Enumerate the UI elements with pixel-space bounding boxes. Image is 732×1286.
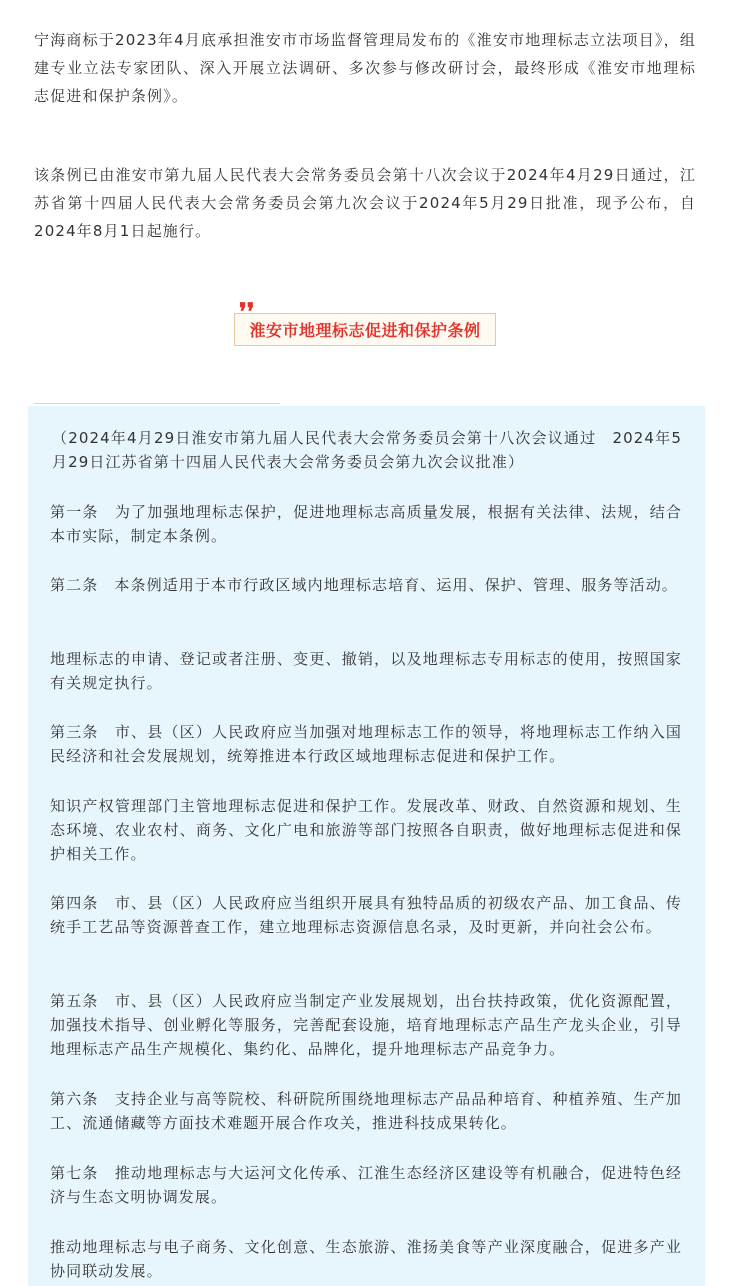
law-article-4: 第四条 市、县（区）人民政府应当组织开展具有独特品质的初级农产品、加工食品、传统手工艺品等资源普查工作，建立地理标志资源信息名录，及时更新，并向社会公布。 [50, 894, 682, 936]
section-title: 淮安市地理标志促进和保护条例 [249, 321, 481, 340]
law-article-1: 第一条 为了加强地理标志保护，促进地理标志高质量发展，根据有关法律、法规，结合本市实际，制定本条例。 [50, 503, 682, 545]
intro-paragraph-1: 宁海商标于2023年4月底承担淮安市市场监督管理局发布的《淮安市地理标志立法项目》，组建专业立法专家团队、深入开展立法调研、多次参与修改研讨会，最终形成《淮安市地理标志促进和保护条例》。 [34, 31, 696, 105]
law-article-3-para-2: 知识产权管理部门主管地理标志促进和保护工作。发展改革、财政、自然资源和规划、生态环境、农业农村、商务、文化广电和旅游等部门按照各自职责，做好地理标志促进和保护相关工作。 [50, 797, 682, 863]
law-article-6: 第六条 支持企业与高等院校、科研院所围绕地理标志产品品种培育、种植养殖、生产加工、流通储藏等方面技术难题开展合作攻关，推进科技成果转化。 [50, 1090, 682, 1132]
law-article-2: 第二条 本条例适用于本市行政区域内地理标志培育、运用、保护、管理、服务等活动。 [50, 576, 678, 594]
intro-paragraph-2: 该条例已由淮安市第九届人民代表大会常务委员会第十八次会议于2024年4月29日通过，江苏省第十四届人民代表大会常务委员会第九次会议于2024年5月29日批准，现予公布，自2024年8月1日起施行。 [34, 166, 696, 240]
law-article-7: 第七条 推动地理标志与大运河文化传承、江淮生态经济区建设等有机融合，促进特色经济与生态文明协调发展。 [50, 1164, 682, 1206]
divider [34, 403, 280, 404]
quote-mark-icon: ❜❜ [239, 297, 255, 326]
law-article-5: 第五条 市、县（区）人民政府应当制定产业发展规划，出台扶持政策，优化资源配置，加强技术指导、创业孵化等服务，完善配套设施，培育地理标志产品生产龙头企业，引导地理标志产品生产规模化、集约化、品牌化，提升地理标志产品竞争力。 [50, 992, 682, 1058]
section-title-box [234, 313, 496, 346]
law-article-2-para-2: 地理标志的申请、登记或者注册、变更、撤销，以及地理标志专用标志的使用，按照国家有关规定执行。 [50, 650, 682, 692]
law-preamble: （2024年4月29日淮安市第九届人民代表大会常务委员会第十八次会议通过 2024年5月29日江苏省第十四届人民代表大会常务委员会第九次会议批准） [52, 429, 682, 471]
law-article-3: 第三条 市、县（区）人民政府应当加强对地理标志工作的领导，将地理标志工作纳入国民经济和社会发展规划，统筹推进本行政区域地理标志促进和保护工作。 [50, 723, 682, 765]
law-article-7-para-2: 推动地理标志与电子商务、文化创意、生态旅游、淮扬美食等产业深度融合，促进多产业协同联动发展。 [50, 1238, 682, 1280]
